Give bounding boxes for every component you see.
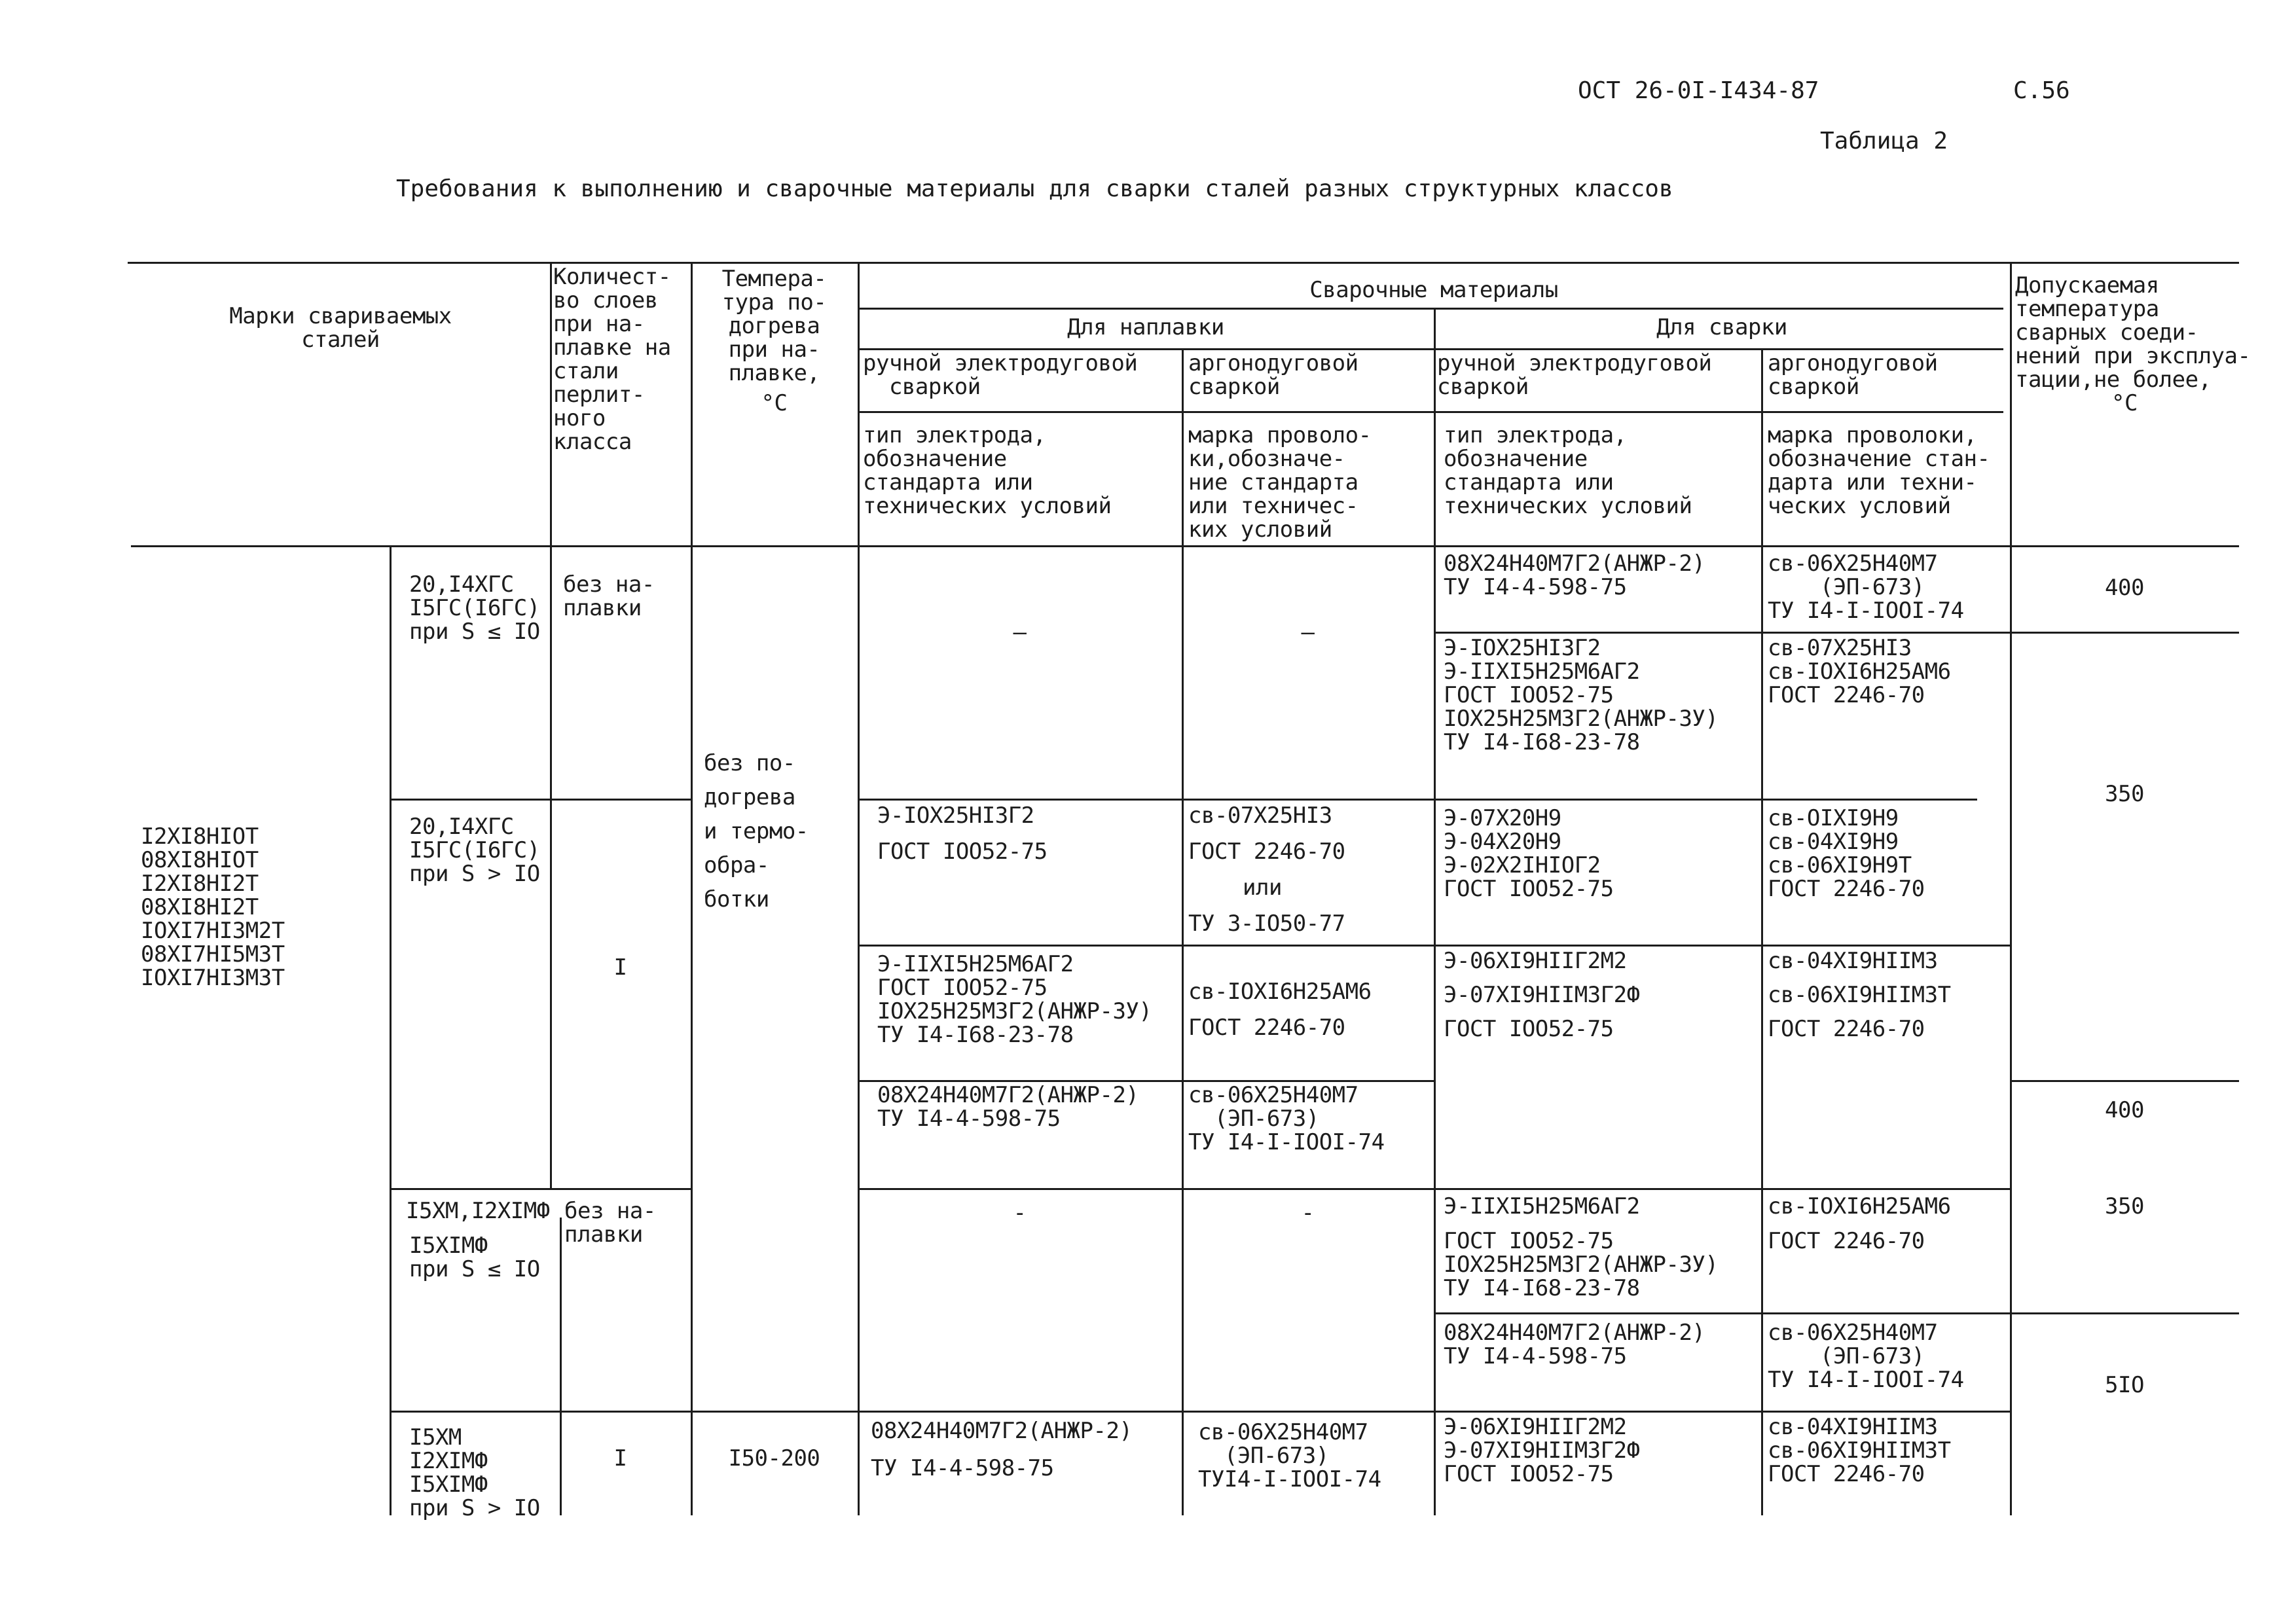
temp-no-preheat: без по- догрева и термо- обра- ботки bbox=[704, 750, 809, 912]
r6-max-temp: 5IO bbox=[2105, 1372, 2144, 1398]
col-header-temp-unit: °С bbox=[761, 390, 788, 416]
col-header-manual-arc-cladding: ручной электродуговой сваркой bbox=[863, 350, 1138, 400]
r4-cladding-argon: cв-06X25H40M7 (ЭП-673) TУ I4-I-IOOI-74 bbox=[1188, 1082, 1385, 1155]
r3-welding-argon-line1: cв-04XI9HIIM3 bbox=[1768, 948, 1938, 974]
table-caption: Требования к выполнению и сварочные материалы для сварки сталей разных структурных классов bbox=[396, 175, 1673, 202]
r1b-welding-manual: Э-IOX25HI3Г2 Э-IIXI5H25M6AГ2 ГOCT IOO52-75 IOX25H25M3Г2(AHЖP-3У) TУ I4-I68-23-78 bbox=[1444, 635, 1719, 755]
r3-welding-argon-line2: cв-06XI9HIIM3T bbox=[1768, 982, 1951, 1008]
subgroup-2: 20,I4XГС I5ГС(I6ГС) при S > IO bbox=[409, 814, 540, 887]
r1-cladding-manual: — bbox=[1013, 619, 1027, 645]
col-header-manual-arc-welding: ручной электродуговой сваркой bbox=[1437, 350, 1712, 400]
r3-welding-manual-line1: Э-06XI9HIIГ2M2 bbox=[1444, 948, 1627, 974]
r2-cladding-argon-line4: TУ 3-IO50-77 bbox=[1188, 911, 1345, 937]
r5-welding-manual-line1: Э-IIXI5H25M6AГ2 bbox=[1444, 1193, 1640, 1219]
steel-group-list: I2XI8HIOT 08XI8HIOT I2XI8HI2T 08XI8HI2T IOXI7HI3M2T 08XI7HI5M3T IOXI7HI3M3T bbox=[141, 823, 285, 991]
col-header-argon-arc-cladding: аргонодуговой сваркой bbox=[1188, 350, 1358, 400]
r5-welding-manual-rest: ГOCT IOO52-75 IOX25H25M3Г2(AHЖP-3У) TУ I4-I68-23-78 bbox=[1444, 1228, 1719, 1301]
r1b-welding-argon: cв-07X25HI3 cв-IOXI6H25AM6 ГOCT 2246-70 bbox=[1768, 635, 1951, 708]
subgroup-1-layers: без на- плавки bbox=[563, 571, 655, 621]
col-header-electrode-type-cladding: тип электрода, обозначение стандарта или технических условий bbox=[863, 422, 1112, 519]
r7-welding-argon: cв-04XI9HIIM3 cв-06XI9HIIM3T ГOCT 2246-70 bbox=[1768, 1414, 1951, 1487]
col-header-temp: Темпера- тура по- догрева при на- плавке, bbox=[721, 266, 827, 386]
r1b-max-temp: 350 bbox=[2105, 781, 2144, 807]
r7-cladding-manual-line2: TУ I4-4-598-75 bbox=[871, 1455, 1054, 1481]
r1a-welding-manual: 08X24H40M7Г2(AHЖP-2) TУ I4-4-598-75 bbox=[1444, 550, 1705, 600]
col-header-for-welding: Для сварки bbox=[1656, 314, 1787, 340]
col-header-wire-grade-cladding: марка проволо- ки,обозначе- ние стандарта или техничес- ких условий bbox=[1188, 422, 1372, 543]
subgroup-4: I5XM I2XIMФ I5XIMФ при S > IO bbox=[409, 1424, 540, 1521]
r1a-max-temp: 400 bbox=[2105, 575, 2144, 601]
subgroup-1: 20,I4XГС I5ГС(I6ГС) при S ≤ IO bbox=[409, 571, 540, 645]
r3-welding-argon-line3: ГOCT 2246-70 bbox=[1768, 1016, 1925, 1042]
r5-cladding-argon: - bbox=[1301, 1200, 1315, 1226]
r4-max-temp: 400 bbox=[2105, 1097, 2144, 1123]
col-header-welding-materials: Сварочные материалы bbox=[1309, 277, 1558, 303]
col-header-steel-marks: Марки свариваемых сталей bbox=[229, 303, 452, 353]
col-header-for-cladding: Для наплавки bbox=[1067, 314, 1224, 340]
r2-welding-argon: cв-OIXI9H9 cв-04XI9H9 cв-06XI9H9T ГOCT 2246-70 bbox=[1768, 805, 1925, 902]
col-header-wire-grade-welding: марка проволоки, обозначение стан- дарта или техни- ческих условий bbox=[1768, 422, 1990, 519]
r5-welding-argon-line2: ГOCT 2246-70 bbox=[1768, 1228, 1925, 1254]
r7-cladding-argon: cв-06X25H40M7 (ЭП-673) TУI4-I-IOOI-74 bbox=[1198, 1419, 1381, 1492]
col-header-max-temp-unit: °С bbox=[2111, 390, 2138, 416]
r3-welding-manual-line2: Э-07XI9HIIM3Г2Ф bbox=[1444, 982, 1640, 1008]
table-label: Таблица 2 bbox=[1820, 128, 1948, 154]
temp-preheat-value: I50-200 bbox=[728, 1445, 820, 1471]
page-number: С.56 bbox=[2013, 77, 2070, 104]
r7-welding-manual: Э-06XI9HIIГ2M2 Э-07XI9HIIM3Г2Ф ГOCT IOO52-75 bbox=[1444, 1414, 1640, 1487]
r6-welding-manual: 08X24H40M7Г2(AHЖP-2) TУ I4-4-598-75 bbox=[1444, 1320, 1705, 1369]
subgroup-3: I5XIMФ при S ≤ IO bbox=[409, 1233, 540, 1282]
subgroup-2-layers: I bbox=[613, 954, 627, 981]
col-header-layers: Количест- во слоев при на- плавке на стали перлит- ного класса bbox=[553, 264, 671, 455]
r3-cladding-manual: Э-IIXI5H25M6AГ2 ГOCT IOO52-75 IOX25H25M3Г2(AHЖP-3У) TУ I4-I68-23-78 bbox=[877, 951, 1152, 1048]
r6-welding-argon: cв-06X25H40M7 (ЭП-673) TУ I4-I-IOOI-74 bbox=[1768, 1320, 1964, 1393]
r2-cladding-argon-line3: или bbox=[1243, 875, 1282, 901]
document-code: ОСТ 26-0I-I434-87 bbox=[1578, 77, 1819, 104]
col-header-argon-arc-welding: аргонодуговой сваркой bbox=[1768, 350, 1938, 400]
r3-welding-manual-line3: ГOCT IOO52-75 bbox=[1444, 1016, 1614, 1042]
r2-cladding-manual-line2: ГOCT IOO52-75 bbox=[877, 839, 1048, 865]
r2-cladding-argon-line1: cв-07X25HI3 bbox=[1188, 803, 1332, 829]
r3-cladding-argon-line2: ГOCT 2246-70 bbox=[1188, 1015, 1345, 1041]
subgroup-3-layers: без на- плавки bbox=[564, 1198, 656, 1248]
r4-cladding-manual: 08X24H40M7Г2(AHЖP-2) TУ I4-4-598-75 bbox=[877, 1082, 1139, 1132]
r1a-welding-argon: cв-06X25H40M7 (ЭП-673) TУ I4-I-IOOI-74 bbox=[1768, 550, 1964, 624]
r7-cladding-manual-line1: 08X24H40M7Г2(AHЖP-2) bbox=[871, 1418, 1133, 1444]
r2-cladding-argon-line2: ГOCT 2246-70 bbox=[1188, 839, 1345, 865]
r5-max-temp: 350 bbox=[2105, 1193, 2144, 1219]
subgroup-4-layers: I bbox=[613, 1445, 627, 1471]
r2-welding-manual: Э-07X20H9 Э-04X20H9 Э-02X2IHIOГ2 ГOCT IOO52-75 bbox=[1444, 805, 1614, 902]
subgroup-3-top: I5XM,I2XIMФ bbox=[406, 1198, 550, 1224]
r2-cladding-manual-line1: Э-IOX25HI3Г2 bbox=[877, 803, 1034, 829]
r3-cladding-argon-line1: cв-IOXI6H25AM6 bbox=[1188, 979, 1372, 1005]
col-header-max-temp: Допускаемая температура сварных соеди- нений при эксплуа- тации,не более, bbox=[2015, 272, 2251, 393]
r5-cladding-manual: - bbox=[1013, 1200, 1027, 1226]
r5-welding-argon-line1: cв-IOXI6H25AM6 bbox=[1768, 1193, 1951, 1219]
col-header-electrode-type-welding: тип электрода, обозначение стандарта или технических условий bbox=[1444, 422, 1692, 519]
r1-cladding-argon: — bbox=[1301, 619, 1315, 645]
